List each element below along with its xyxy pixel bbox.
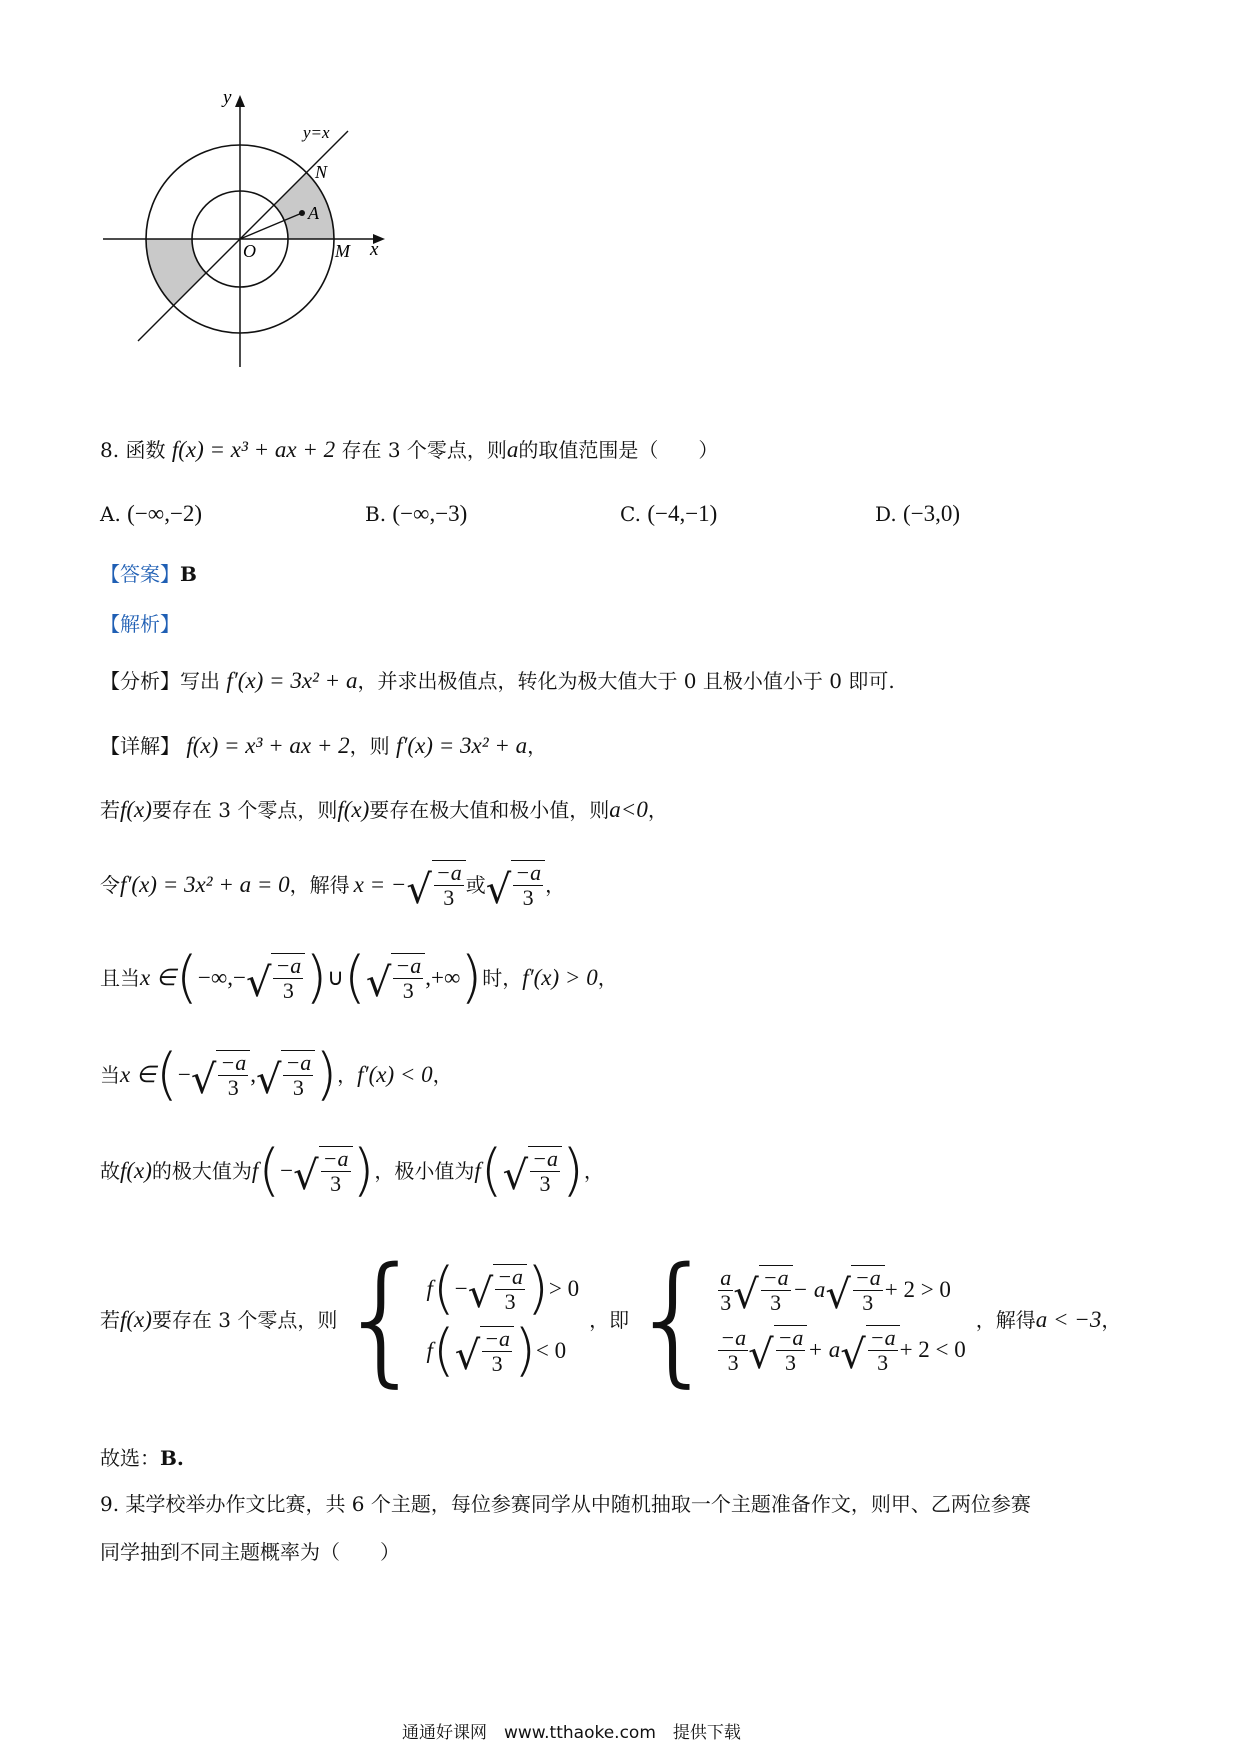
label-y: y: [223, 87, 232, 108]
num: −a: [532, 1146, 558, 1171]
text: 要存在 3 个零点，则: [151, 1308, 338, 1332]
option-value: (−∞,−2): [127, 501, 203, 526]
radical: √ $\frac{-a}{3}$: [256, 1050, 315, 1100]
paren: (: [432, 1256, 455, 1321]
num: −a: [497, 1264, 524, 1289]
math: < 0: [535, 1338, 567, 1363]
num: −a: [220, 1050, 247, 1075]
q8-stem-middle: 存在 3 个零点，则: [341, 438, 507, 462]
num: −a: [762, 1265, 789, 1290]
num: −a: [395, 953, 422, 978]
math: f: [426, 1276, 433, 1301]
paren: (: [480, 1138, 503, 1203]
paren: (: [432, 1318, 455, 1383]
analysis-tag: 【解析】: [100, 612, 180, 636]
label-line: y=x: [303, 123, 330, 142]
num: −a: [777, 1325, 804, 1350]
radical: √ $\frac{-a}{3}$: [293, 1146, 352, 1196]
den: 3: [227, 1075, 239, 1100]
math: a < −3: [1035, 1307, 1102, 1332]
math: x ∈: [120, 1062, 156, 1087]
text: ，即: [589, 1308, 630, 1332]
system-1: [426, 1256, 580, 1383]
math: −: [177, 1062, 191, 1087]
math: ∪: [327, 965, 345, 990]
text: ，: [583, 1159, 604, 1183]
text: 要存在 3 个零点，则: [151, 798, 338, 822]
fenxi-text1: 写出: [180, 669, 220, 693]
point-A: [299, 210, 305, 216]
math: −: [280, 1158, 294, 1183]
math: f: [474, 1158, 481, 1183]
math: f(x): [120, 1307, 152, 1332]
q8-option-d: [875, 500, 960, 528]
text: ，: [1101, 1308, 1122, 1332]
radical: √ $\frac{-a}{3}$: [503, 1146, 562, 1196]
label-M: M: [335, 241, 350, 261]
q8-option-b: [365, 500, 467, 528]
paren: ): [561, 1138, 584, 1203]
den: 3: [727, 1349, 739, 1375]
fenxi-line: [100, 667, 895, 695]
fenxi-math: f′(x) = 3x² + a: [226, 668, 358, 693]
line7: [100, 1138, 604, 1203]
text: 当: [100, 1063, 120, 1087]
math: − a: [792, 1277, 826, 1302]
brace: {: [337, 1238, 427, 1401]
den: 3: [282, 978, 294, 1003]
math: −: [454, 1276, 468, 1301]
q8-option-a: [100, 500, 202, 528]
paren: (: [344, 945, 366, 1010]
paren: ): [527, 1256, 549, 1321]
math: f(x): [120, 797, 152, 822]
text: ，解得: [975, 1308, 1036, 1332]
paren: ): [352, 1138, 375, 1203]
radical: √ $\frac{-a}{3}$: [825, 1265, 884, 1315]
q8-stem-var: a: [506, 437, 519, 462]
math: x = −: [353, 872, 407, 897]
math: f′(x) = 3x² + a = 0: [120, 872, 290, 897]
radical: √ $\frac{-a}{3}$: [468, 1264, 527, 1314]
paren: ): [514, 1318, 536, 1383]
q8-stem: [100, 436, 718, 464]
radical: √ $\frac{-a}{3}$: [733, 1265, 792, 1315]
label-A: A: [308, 203, 319, 223]
text: 的极大值为: [151, 1159, 252, 1183]
line4: [100, 860, 566, 913]
label-O: O: [243, 241, 256, 261]
math: f′(x) < 0: [357, 1062, 433, 1087]
text: 若: [100, 798, 120, 822]
line3: [100, 796, 668, 824]
answer-value: B: [180, 562, 197, 586]
num: −a: [869, 1325, 896, 1350]
den: 3: [292, 1075, 304, 1100]
answer-line: [100, 560, 197, 588]
line5: [100, 945, 618, 1010]
num: −a: [720, 1324, 747, 1350]
text: B.: [160, 1446, 184, 1470]
xiangjie-line: [100, 732, 547, 760]
xiangjie-text1: ，则: [349, 734, 390, 758]
num: −a: [322, 1146, 349, 1171]
paren: (: [156, 1042, 178, 1107]
option-value: (−4,−1): [647, 501, 718, 526]
den: 3: [720, 1289, 732, 1315]
math: x ∈: [140, 965, 176, 990]
num: −a: [285, 1050, 312, 1075]
num: −a: [854, 1265, 881, 1290]
brace: {: [629, 1238, 719, 1401]
math: a<0: [609, 797, 648, 822]
text: 且当: [100, 966, 140, 990]
option-label: A.: [100, 502, 121, 526]
math: f(x): [120, 1158, 152, 1183]
math: f′(x) > 0: [522, 965, 598, 990]
option-label: D.: [875, 502, 897, 526]
math: f(x): [337, 797, 370, 822]
conclusion: [100, 1444, 184, 1472]
math: ,: [250, 1062, 256, 1087]
num: −a: [515, 860, 542, 885]
xiangjie-tag: 【详解】: [100, 734, 180, 758]
num: −a: [275, 953, 302, 978]
radical: √ $\frac{-a}{3}$: [486, 860, 545, 910]
radical: √ $\frac{-a}{3}$: [246, 953, 305, 1003]
math: > 0: [548, 1276, 580, 1301]
radical: √ $\frac{-a}{3}$: [366, 953, 425, 1003]
math: + 2 > 0: [884, 1277, 951, 1302]
option-label: B.: [365, 502, 387, 526]
text: 令: [100, 873, 120, 897]
text: ，: [432, 1063, 453, 1087]
den: 3: [862, 1290, 874, 1315]
footer-credit: 通通好课网 www.tthaoke.com 提供下载: [402, 1723, 741, 1743]
paren: (: [258, 1138, 281, 1203]
option-value: (−∞,−3): [392, 501, 468, 526]
line8: [100, 1238, 1122, 1401]
radical: √ $\frac{-a}{3}$: [455, 1326, 514, 1376]
den: 3: [539, 1171, 551, 1196]
den: 3: [522, 885, 534, 910]
den: 3: [443, 885, 455, 910]
math: + a: [807, 1337, 841, 1362]
num: −a: [435, 860, 462, 885]
label-x: x: [370, 239, 379, 260]
text: 故: [100, 1159, 120, 1183]
den: 3: [504, 1289, 516, 1314]
paren: ): [315, 1042, 338, 1107]
text: 或: [465, 873, 486, 897]
den: 3: [877, 1350, 889, 1375]
math: + 2 < 0: [899, 1337, 966, 1362]
math: f: [426, 1338, 433, 1363]
label-N: N: [315, 162, 328, 182]
den: 3: [785, 1350, 796, 1375]
text: ，极小值为: [374, 1159, 475, 1183]
q8-option-c: [620, 500, 717, 528]
radical: √ $\frac{-a}{3}$: [191, 1050, 250, 1100]
text: 若: [100, 1308, 120, 1332]
radical: √ $\frac{-a}{3}$: [406, 860, 465, 910]
q8-stem-suffix: 的取值范围是（ ）: [518, 438, 719, 462]
radical: √ $\frac{-a}{3}$: [840, 1325, 899, 1375]
text: ，: [545, 873, 566, 897]
math: f: [251, 1158, 259, 1183]
text: 故选：: [100, 1446, 160, 1470]
math: −∞,−: [197, 965, 246, 990]
concentric-circles-figure: [95, 85, 405, 370]
text: 要存在极大值和极小值，则: [369, 798, 610, 822]
den: 3: [491, 1351, 503, 1376]
text: ，: [647, 798, 668, 822]
den: 3: [330, 1171, 342, 1196]
radical: √ $\frac{-a}{3}$: [748, 1325, 807, 1375]
system-2: [718, 1264, 966, 1378]
line6: [100, 1042, 453, 1107]
paren: ): [460, 945, 483, 1010]
fenxi-text2: ，并求出极值点，转化为极大值大于 0 且极小值小于 0 即可.: [357, 669, 895, 693]
math: ,+∞: [425, 965, 461, 990]
num: −a: [484, 1326, 511, 1351]
q8-stem-prefix: 8. 函数: [100, 438, 166, 462]
paren: ): [305, 945, 328, 1010]
den: 3: [402, 978, 414, 1003]
text: ，: [597, 966, 618, 990]
fenxi-tag: 【分析】: [100, 669, 180, 693]
fraction: [718, 1266, 733, 1315]
xiangjie-text2: ，: [527, 734, 548, 758]
num: a: [720, 1264, 732, 1290]
answer-tag: 【答案】: [100, 562, 180, 586]
text: ，解得: [289, 873, 350, 897]
q8-stem-function: f(x) = x³ + ax + 2: [171, 437, 336, 462]
q9-line2: 同学抽到不同主题概率为（ ）: [100, 1540, 400, 1564]
text: ，: [337, 1063, 358, 1087]
option-value: (−3,0): [903, 501, 961, 526]
y-axis-arrow-icon: [235, 95, 245, 107]
xiangjie-math1: f(x) = x³ + ax + 2: [186, 733, 350, 758]
xiangjie-math2: f′(x) = 3x² + a: [396, 733, 528, 758]
paren: (: [176, 945, 198, 1010]
option-label: C.: [620, 502, 641, 526]
q9-line1: 9. 某学校举办作文比赛，共 6 个主题，每位参赛同学从中随机抽取一个主题准备作文，则甲、乙两位参赛: [100, 1492, 1031, 1516]
text: 时，: [482, 966, 523, 990]
fraction: [718, 1326, 748, 1375]
den: 3: [770, 1290, 782, 1315]
